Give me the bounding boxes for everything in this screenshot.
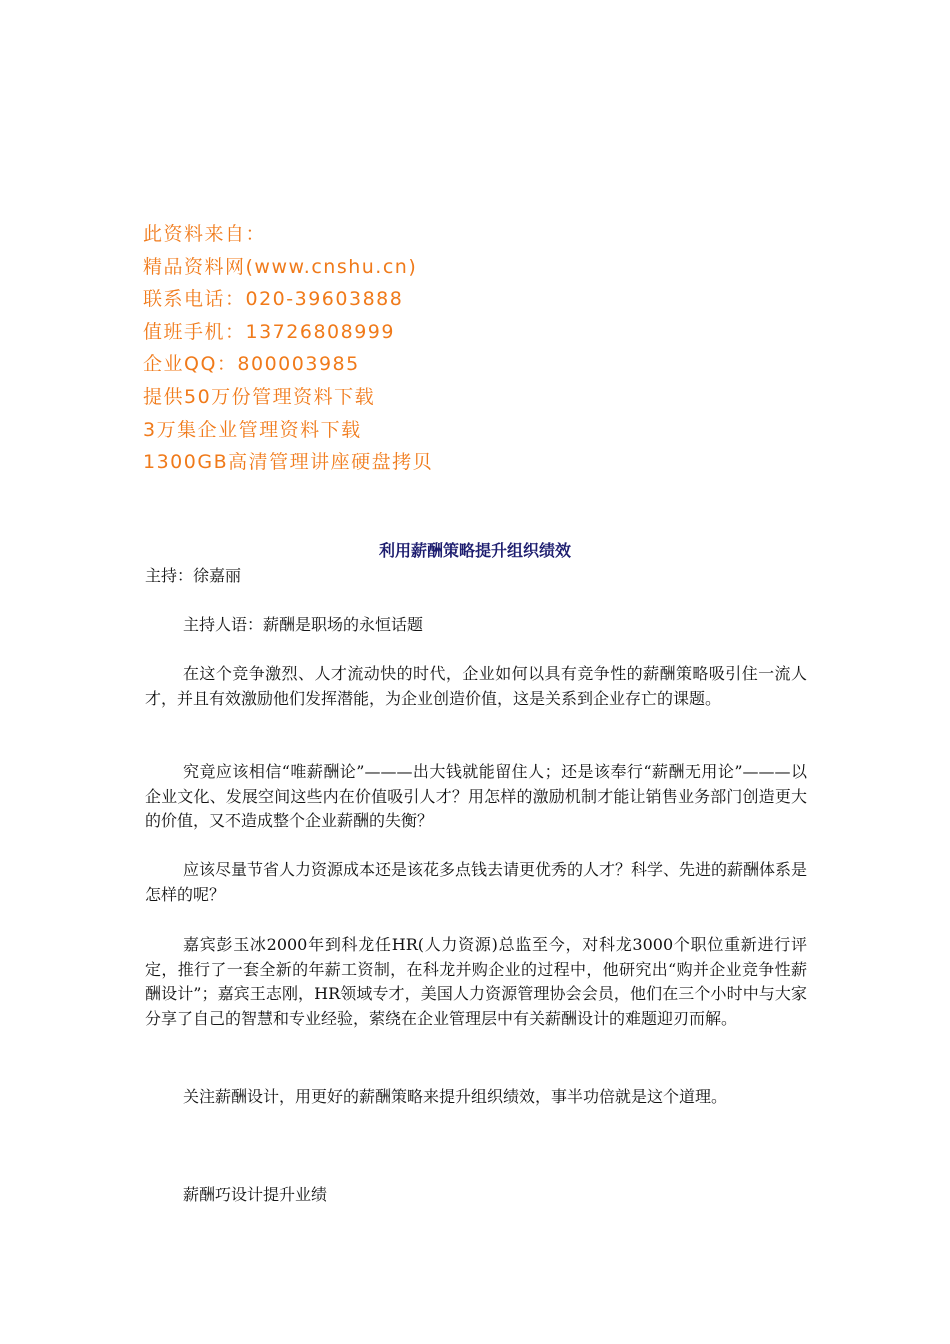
ad-line-offer-1: 提供50万份管理资料下载 <box>143 385 376 408</box>
paragraph-intro: 在这个竞争激烈、人才流动快的时代，企业如何以具有竞争性的薪酬策略吸引住一流人才，并且有效激励他们发挥潜能，为企业创造价值，这是关系到企业存亡的课题。 <box>145 664 807 708</box>
paragraph-guests: 嘉宾彭玉冰2000年到科龙任HR(人力资源)总监至今，对科龙3000个职位重新进行评定，推行了一套全新的年薪工资制，在科龙并购企业的过程中，他研究出“购并企业竞争性薪酬设计”；嘉宾王志刚，HR领域专才，美国人力资源管理协会会员，他们在三个小时中与大家分享了自己的智慧和专业经验，萦绕在企业管理层中有关薪酬设计的难题迎刃而解。 <box>145 935 807 1028</box>
section-heading: 薪酬巧设计提升业绩 <box>183 1185 328 1204</box>
ad-line-offer-2: 3万集企业管理资料下载 <box>143 418 362 441</box>
paragraph-conclusion: 关注薪酬设计，用更好的薪酬策略来提升组织绩效，事半功倍就是这个道理。 <box>183 1087 728 1106</box>
source-ad-block <box>143 218 663 479</box>
ad-line-source: 此资料来自： <box>143 223 267 245</box>
document-title: 利用薪酬策略提升组织绩效 <box>378 541 571 560</box>
ad-line-phone: 联系电话：020-39603888 <box>143 288 404 311</box>
ad-line-website: 精品资料网(www.cnshu.cn) <box>143 255 418 278</box>
ad-line-qq: 企业QQ：800003985 <box>143 353 360 376</box>
paragraph-question: 究竟应该相信“唯薪酬论”———出大钱就能留住人；还是该奉行“薪酬无用论”———以企业文化、发展空间这些内在价值吸引人才？用怎样的激励机制才能让销售业务部门创造更大的价值，又不造成整个企业薪酬的失衡？ <box>145 762 807 830</box>
ad-line-mobile: 值班手机：13726808999 <box>143 320 395 343</box>
ad-line-offer-3: 1300GB高清管理讲座硬盘拷贝 <box>143 451 434 474</box>
host-words: 主持人语：薪酬是职场的永恒话题 <box>183 615 424 634</box>
host-line: 主持：徐嘉丽 <box>145 566 242 585</box>
paragraph-cost: 应该尽量节省人力资源成本还是该花多点钱去请更优秀的人才？科学、先进的薪酬体系是怎样的呢？ <box>145 860 808 904</box>
